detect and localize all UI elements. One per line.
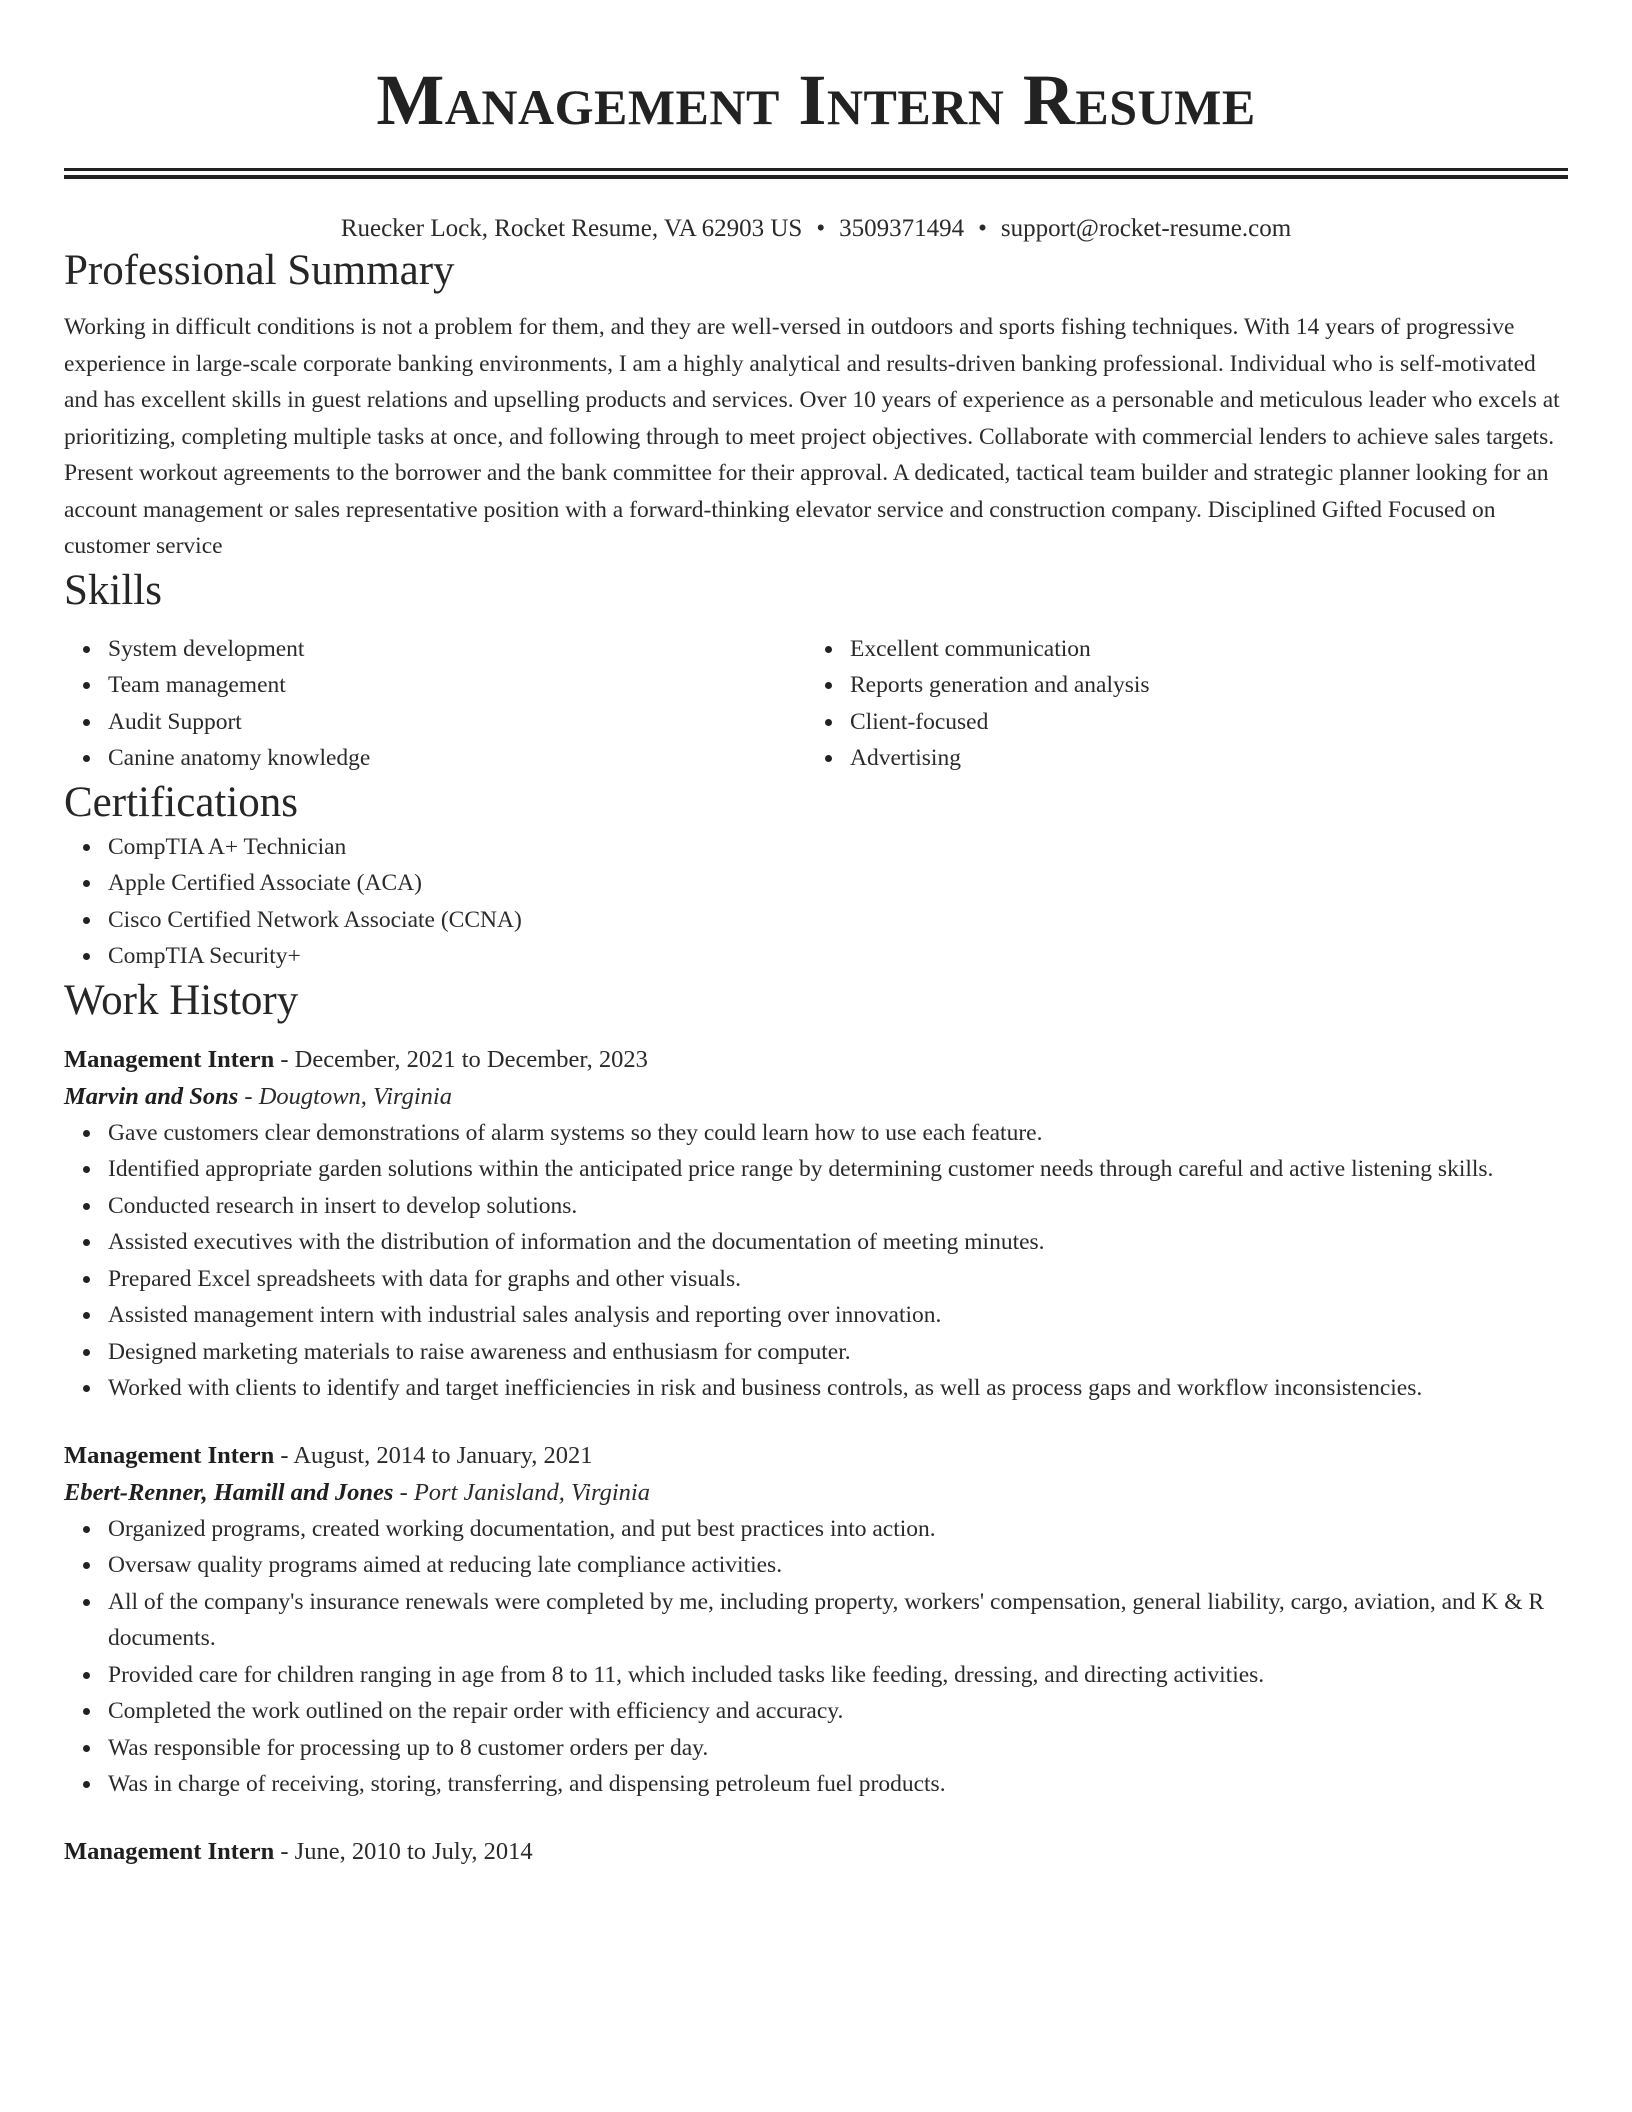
job-title-line <box>64 1437 1568 1474</box>
job-duty: Completed the work outlined on the repair order with efficiency and accuracy. <box>108 1693 1568 1730</box>
job-title: Management Intern <box>64 1045 275 1073</box>
contact-address: Ruecker Lock, Rocket Resume, VA 62903 US <box>340 215 803 242</box>
contact-separator: • <box>978 215 987 242</box>
job-company: Marvin and Sons <box>64 1082 239 1110</box>
contact-line <box>64 213 1568 245</box>
job-duty: Assisted executives with the distribution of information and the documentation of meeting minutes. <box>108 1224 1568 1261</box>
job-dates: - August, 2014 to January, 2021 <box>274 1441 593 1469</box>
job-company: Ebert-Renner, Hamill and Jones <box>64 1478 394 1506</box>
skill-item: Reports generation and analysis <box>850 667 1548 704</box>
job-entry <box>64 1041 1568 1407</box>
job-dates: - December, 2021 to December, 2023 <box>274 1045 648 1073</box>
job-dates: - June, 2010 to July, 2014 <box>274 1837 533 1865</box>
job-title-line <box>64 1833 1568 1870</box>
title-divider <box>64 168 1568 179</box>
job-entry <box>64 1833 1568 1870</box>
job-duties-list <box>64 1115 1568 1407</box>
job-duty: Assisted management intern with industrial sales analysis and reporting over innovation. <box>108 1297 1568 1334</box>
job-location: - Dougtown, Virginia <box>238 1082 452 1110</box>
job-duty: Was responsible for processing up to 8 customer orders per day. <box>108 1730 1568 1767</box>
skill-item: System development <box>108 631 806 668</box>
job-location: - Port Janisland, Virginia <box>393 1478 650 1506</box>
job-company-line <box>64 1078 1568 1115</box>
skills-column-left <box>64 631 806 777</box>
job-duty: Organized programs, created working documentation, and put best practices into action. <box>108 1511 1568 1548</box>
certification-item: Cisco Certified Network Associate (CCNA) <box>108 902 1568 939</box>
job-duty: Oversaw quality programs aimed at reducing late compliance activities. <box>108 1547 1568 1584</box>
job-title: Management Intern <box>64 1441 275 1469</box>
job-duty: Identified appropriate garden solutions within the anticipated price range by determining customer needs through careful and active listening skills. <box>108 1151 1568 1188</box>
certifications-list <box>64 829 1568 975</box>
skill-item: Advertising <box>850 740 1548 777</box>
certifications-heading: Certifications <box>64 778 299 826</box>
certification-item: CompTIA A+ Technician <box>108 829 1568 866</box>
job-duty: Worked with clients to identify and target inefficiencies in risk and business controls, as well as process gaps and workflow inconsistencies. <box>108 1370 1568 1407</box>
skill-item: Audit Support <box>108 704 806 741</box>
job-duty: Provided care for children ranging in age from 8 to 11, which included tasks like feeding, dressing, and directing activities. <box>108 1657 1568 1694</box>
contact-separator: • <box>816 215 826 242</box>
job-company-line <box>64 1474 1568 1511</box>
job-duty: Designed marketing materials to raise awareness and enthusiasm for computer. <box>108 1334 1568 1371</box>
skill-item: Canine anatomy knowledge <box>108 740 806 777</box>
summary-text: Working in difficult conditions is not a problem for them, and they are well-versed in outdoors and sports fishing techniques. With 14 years of progressive experience in large-scale corporate banking environments, I am a highly analytical and results-driven banking professional. Individual who is self-motivated and has excellent skills in guest relations and upselling products and services. Over 10 years of experience as a personable and meticulous leader who excels at prioritizing, completing multiple tasks at once, and following through to meet project objectives. Collaborate with commercial lenders to achieve sales targets. Present workout agreements to the borrower and the bank committee for their approval. A dedicated, tactical team builder and strategic planner looking for an account management or sales representative position with a forward-thinking elevator service and construction company. Disciplined Gifted Focused on customer service <box>64 314 1560 559</box>
job-duties-list <box>64 1511 1568 1803</box>
skill-item: Excellent communication <box>850 631 1548 668</box>
skills-heading: Skills <box>64 566 162 614</box>
summary-heading: Professional Summary <box>64 247 455 294</box>
skills-list <box>64 631 1568 777</box>
certification-item: Apple Certified Associate (ACA) <box>108 865 1568 902</box>
job-duty: Gave customers clear demonstrations of alarm systems so they could learn how to use each feature. <box>108 1115 1568 1152</box>
contact-phone: 3509371494 <box>839 215 965 242</box>
job-entry <box>64 1437 1568 1803</box>
skill-item: Team management <box>108 667 806 704</box>
certification-item: CompTIA Security+ <box>108 938 1568 975</box>
resume-title: Management Intern Resume <box>376 60 1256 140</box>
job-title-line <box>64 1041 1568 1078</box>
contact-email: support@rocket-resume.com <box>1000 215 1292 242</box>
work-history-heading: Work History <box>64 976 299 1024</box>
job-duty: Conducted research in insert to develop solutions. <box>108 1188 1568 1225</box>
skills-column-right <box>806 631 1548 777</box>
skill-item: Client-focused <box>850 704 1548 741</box>
job-duty: All of the company's insurance renewals were completed by me, including property, workers' compensation, general liability, cargo, aviation, and K & R documents. <box>108 1584 1568 1657</box>
job-duty: Prepared Excel spreadsheets with data for graphs and other visuals. <box>108 1261 1568 1298</box>
job-duty: Was in charge of receiving, storing, transferring, and dispensing petroleum fuel products. <box>108 1766 1568 1803</box>
job-title: Management Intern <box>64 1837 275 1865</box>
